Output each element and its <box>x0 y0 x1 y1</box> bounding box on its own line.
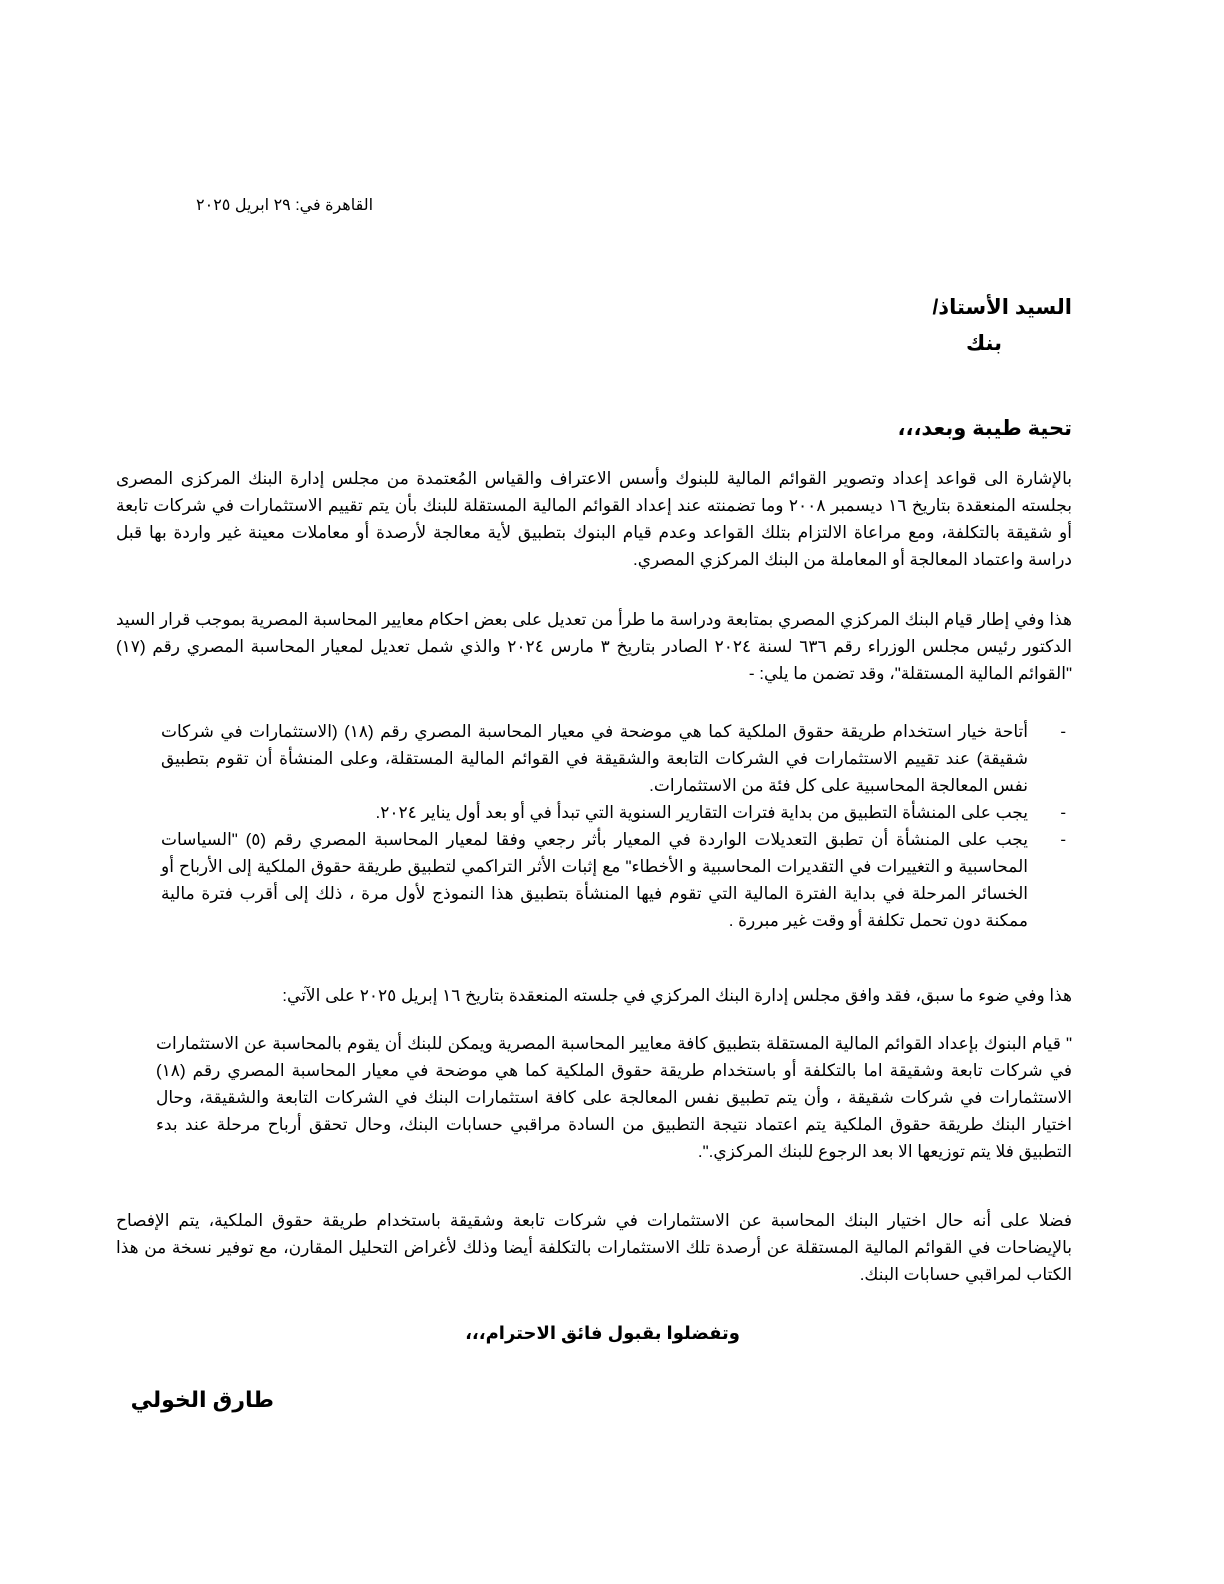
letter-date: القاهرة في: ٢٩ ابريل ٢٠٢٥ <box>196 197 374 214</box>
addressee-title: السيد الأستاذ/ <box>932 296 1072 319</box>
signature-name: طارق الخولي <box>130 1387 274 1412</box>
board-decision-quote: " قيام البنوك بإعداد القوائم المالية المستقلة بتطبيق كافة معايير المحاسبة المصرية ويمكن للبنك أن يقوم بالمحاسبة عن الاستثمارات في شركات تابعة وشقيقة اما بالتكلفة أو باستخدام طريقة حقوق الملكية كما هي موضحة في معيار المحاسبة المصري رقم (١٨) الاستثمارات في شركات شقيقة ، وأن يتم تطبيق نفس المعالجة على كافة استثمارات البنك في الشركات التابعة والشقيقة، وحال اختيار البنك طريقة حقوق الملكية يتم اعتماد نتيجة التطبيق من السادة مراقبي حسابات البنك، وحال تحقق أرباح مرحلة عند بدء التطبيق فلا يتم توزيعها الا بعد الرجوع للبنك المركزي.". <box>156 1034 1072 1161</box>
paragraph-disclosure: فضلا على أنه حال اختيار البنك المحاسبة عن الاستثمارات في شركات تابعة وشقيقة باستخدام طريقة حقوق الملكية، يتم الإفصاح بالإيضاحات في القوائم المالية المستقلة عن أرصدة تلك الاستثمارات بالتكلفة أيضا وذلك لأغراض التحليل المقارن، مع توفير نسخة من هذا الكتاب لمراقبي حسابات البنك. <box>116 1211 1072 1284</box>
bullet-item: - يجب على المنشأة أن تطبق التعديلات الواردة في المعيار بأثر رجعي وفقا لمعيار المحاسبة المصري رقم (٥) "السياسات المحاسبية و التغييرات في التقديرات المحاسبية و الأخطاء" مع إثبات الأثر التراكمي لتطبيق طريقة حقوق الملكية إلى الأرباح أو الخسائر المرحلة في بداية الفترة المالية التي تقوم فيها المنشأة بتطبيق هذا النموذج لأول مرة ، ذلك إلى أقرب فترة مالية ممكنة دون تحمل تكلفة أو وقت غير مبررة . <box>116 826 1072 934</box>
bullet-item: - أتاحة خيار استخدام طريقة حقوق الملكية كما هي موضحة في معيار المحاسبة المصري رقم (١٨) (الاستثمارات في شركات شقيقة) عند تقييم الاستثمارات في الشركات التابعة والشقيقة في القوائم المالية المستقلة، وعلى المنشأة أن تقوم بتطبيق نفس المعالجة المحاسبية على كل فئة من الاستثمارات. <box>116 718 1072 799</box>
greeting: تحية طيبة وبعد،،، <box>897 417 1072 440</box>
paragraph-board-approval: هذا وفي ضوء ما سبق، فقد وافق مجلس إدارة البنك المركزي في جلسته المنعقدة بتاريخ ١٦ إبريل ٢٠٢٥ على الآتي: <box>282 986 1072 1005</box>
addressee-block <box>772 290 1072 362</box>
bullet-item: - يجب على المنشأة التطبيق من بداية فترات التقارير السنوية التي تبدأ في أو بعد أول يناير ٢٠٢٤. <box>116 799 1072 826</box>
amendment-bullet-list <box>116 718 1072 934</box>
addressee-organization: بنك <box>965 332 1002 355</box>
paragraph-intro: بالإشارة الى قواعد إعداد وتصوير القوائم المالية للبنوك وأسس الاعتراف والقياس المُعتمدة من مجلس إدارة البنك المركزى المصرى بجلسته المنعقدة بتاريخ ١٦ ديسمبر ٢٠٠٨ وما تضمنته عند إعداد القوائم المالية المستقلة للبنك بأن يتم تقييم الاستثمارات في شركات تابعة أو شقيقة بالتكلفة، ومع مراعاة الالتزام بتلك القواعد وعدم قيام البنوك بتطبيق لأية معالجة لأرصدة أو معاملات معينة غير واردة بها قبل دراسة واعتماد المعالجة أو المعاملة من البنك المركزي المصري. <box>116 469 1072 569</box>
closing-salutation: وتفضلوا بقبول فائق الاحترام،،، <box>465 1323 740 1343</box>
paragraph-amendment: هذا وفي إطار قيام البنك المركزي المصري بمتابعة ودراسة ما طرأ من تعديل على بعض احكام معايير المحاسبة المصرية بموجب قرار السيد الدكتور رئيس مجلس الوزراء رقم ٦٣٦ لسنة ٢٠٢٤ الصادر بتاريخ ٣ مارس ٢٠٢٤ والذي شمل تعديل لمعيار المحاسبة المصري رقم (١٧) "القوائم المالية المستقلة"، وقد تضمن ما يلي: - <box>116 610 1073 683</box>
